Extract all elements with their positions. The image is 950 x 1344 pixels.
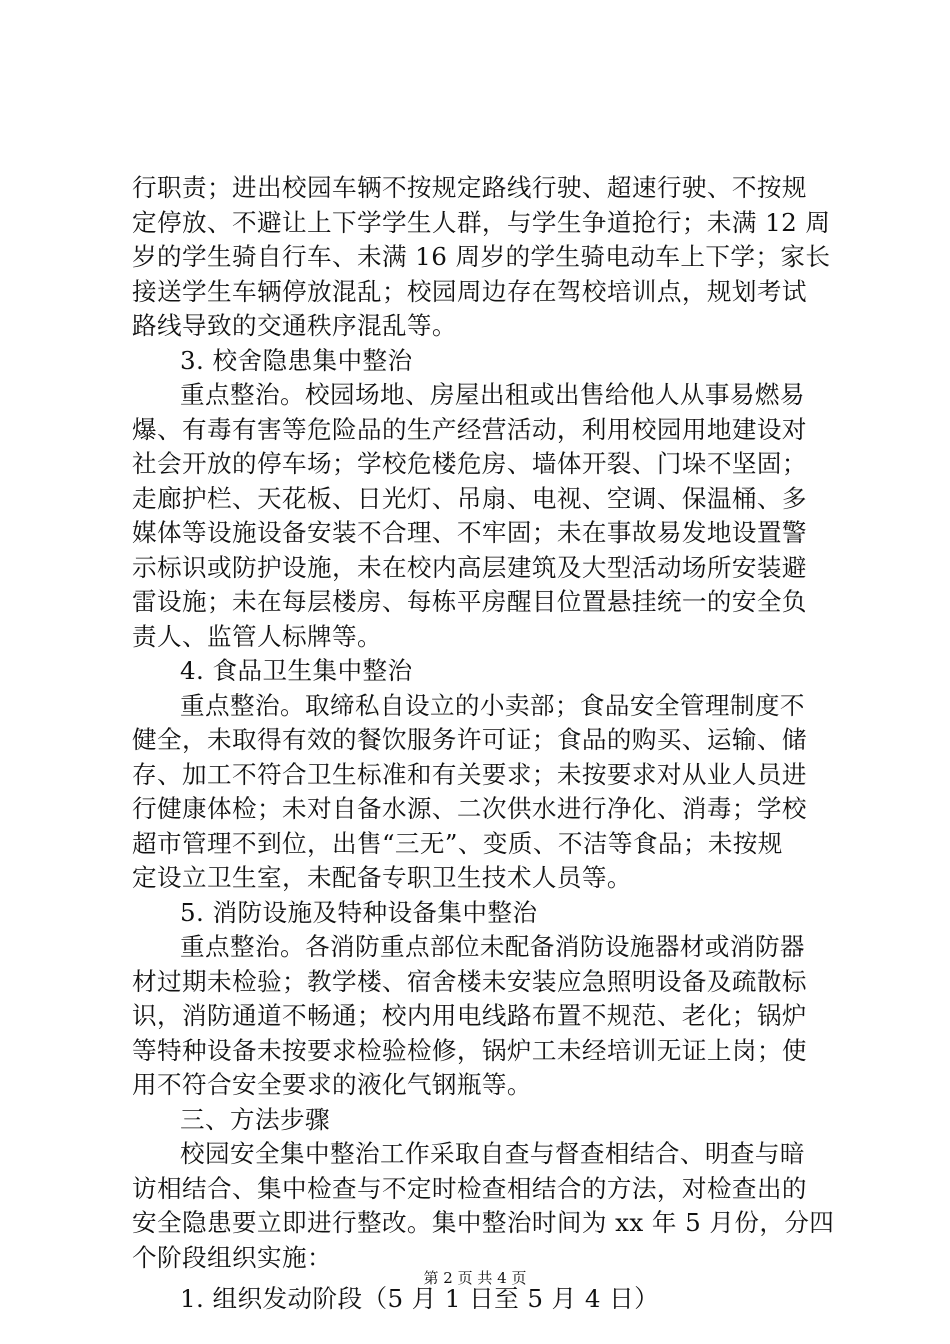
section-heading-methods: 三、方法步骤 (180, 1104, 330, 1134)
text-line-10: 走廊护栏、天花板、日光灯、吊扇、电视、空调、保温桶、多 (132, 483, 807, 513)
paragraph-start-line: 重点整治。取缔私自设立的小卖部；食品安全管理制度不 (180, 690, 805, 720)
document-body (132, 171, 835, 1317)
paragraph-start-line: 重点整治。校园场地、房屋出租或出售给他人从事易燃易 (180, 380, 805, 409)
text-line-1: 行职责；进出校园车辆不按规定路线行驶、超速行驶、不按规 (132, 173, 807, 202)
text-line-11: 媒体等设施设备安装不合理、不牢固；未在事故易发地设置警 (132, 518, 807, 547)
text-line-5: 路线导致的交通秩序混乱等。 (132, 311, 457, 340)
text-line-26: 等特种设备未按要求检验检修，锅炉工未经培训无证上岗；使 (132, 1035, 807, 1065)
text-line-2: 定停放、不避让上下学学生人群，与学生争道抢行；未满 12 周 (132, 207, 831, 237)
text-line-30: 访相结合、集中检查与不定时检查相结合的方法，对检查出的 (132, 1173, 807, 1203)
text-line-13: 雷设施；未在每层楼房、每栋平房醒目位置悬挂统一的安全负 (132, 587, 807, 616)
page-number-footer: 第 2 页 共 4 页 (423, 1269, 527, 1287)
text-line-4: 接送学生车辆停放混乱；校园周边存在驾校培训点，规划考试 (132, 276, 807, 306)
text-line-20: 超市管理不到位，出售“三无”、变质、不洁等食品；未按规 (132, 828, 783, 858)
text-line-9: 社会开放的停车场；学校危楼危房、墙体开裂、门垛不坚固； (132, 449, 807, 478)
section-heading-fire-safety: 5. 消防设施及特种设备集中整治 (180, 897, 538, 927)
text-line-8: 爆、有毒有害等危险品的生产经营活动，利用校园用地建设对 (132, 414, 807, 444)
text-line-24: 材过期未检验；教学楼、宿舍楼未安装应急照明设备及疏散标 (132, 966, 807, 996)
section-heading-school-buildings: 3. 校舍隐患集中整治 (180, 345, 413, 375)
text-line-19: 行健康体检；未对自备水源、二次供水进行净化、消毒；学校 (132, 794, 807, 823)
text-line-12: 示标识或防护设施，未在校内高层建筑及大型活动场所安装避 (132, 552, 807, 582)
text-line-32: 个阶段组织实施： (132, 1242, 332, 1272)
text-line-17: 健全，未取得有效的餐饮服务许可证；食品的购买、运输、储 (132, 725, 807, 754)
text-line-25: 识，消防通道不畅通；校内用电线路布置不规范、老化；锅炉 (132, 1001, 807, 1030)
text-line-3: 岁的学生骑自行车、未满 16 周岁的学生骑电动车上下学；家长 (132, 242, 831, 271)
text-line-18: 存、加工不符合卫生标准和有关要求；未按要求对从业人员进 (132, 759, 807, 789)
text-line-21: 定设立卫生室，未配备专职卫生技术人员等。 (132, 863, 632, 892)
text-line-31: 安全隐患要立即进行整改。集中整治时间为 xx 年 5 月份，分四 (132, 1208, 835, 1237)
section-heading-food-hygiene: 4. 食品卫生集中整治 (180, 656, 413, 685)
section-heading-mobilization-phase: 1. 组织发动阶段（5 月 1 日至 5 月 4 日） (180, 1284, 660, 1313)
text-line-27: 用不符合安全要求的液化气钢瓶等。 (132, 1070, 532, 1099)
text-line-14: 责人、监管人标牌等。 (132, 621, 382, 651)
paragraph-start-line: 校园安全集中整治工作采取自查与督查相结合、明查与暗 (180, 1139, 805, 1168)
paragraph-start-line: 重点整治。各消防重点部位未配备消防设施器材或消防器 (180, 932, 805, 961)
